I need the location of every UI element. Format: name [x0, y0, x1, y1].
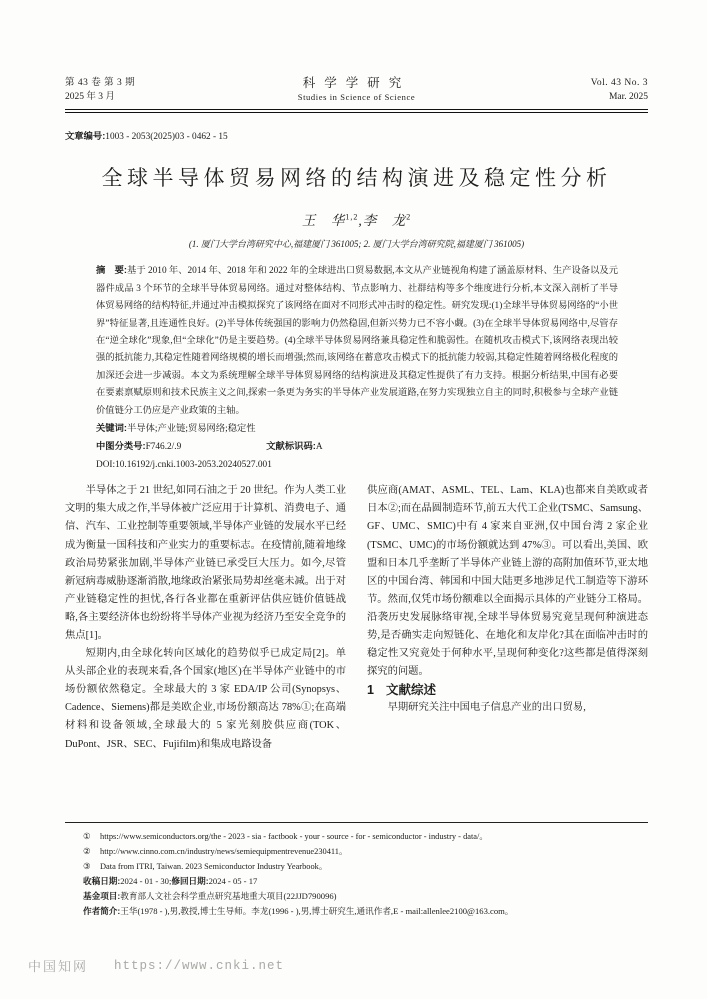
issue-date-line: 2025 年 3 月 [65, 92, 115, 102]
bio-label: 作者简介: [83, 906, 121, 916]
doc-code-value: A [315, 442, 323, 453]
received-date-line [65, 874, 648, 889]
journal-name-en: Studies in Science of Science [297, 92, 416, 102]
author-affiliation-marker: 2 [406, 212, 412, 222]
received-label: 收稿日期: [83, 876, 121, 886]
article-number-line [65, 128, 648, 142]
footnote-text: Data from ITRI, Taiwan. 2023 Semiconductor Industry Yearbook。 [100, 862, 328, 871]
header-divider [65, 109, 648, 113]
body-paragraph: 短期内,由全球化转向区域化的趋势似乎已成定局[2]。单从头部企业的表现来看,各个国家(地区)在半导体产业链中的市场份额依然稳定。全球最大的 3 家 EDA/IP 公司(Synopsys、Cadence、Siemens)都是美欧企业,市场份额高达 78%①;在高端材料和设备领域,全球最大的 5 家光刻胶供应商(TOK、DuPont、JSR、SEC、Fujifilm)和集成电路设备 [65, 648, 346, 750]
affiliation-line: (1. 厦门大学台湾研究中心,福建厦门 361005; 2. 厦门大学台湾研究院,福建厦门 361005) [188, 239, 525, 250]
author-line [65, 209, 648, 229]
keywords-label: 关键词: [96, 423, 127, 434]
author-affiliation-marker: 1,2 [345, 212, 359, 222]
fund-label: 基金项目: [83, 891, 121, 901]
footnote-item [65, 829, 648, 844]
received-value: 2024 - 01 - 30; [120, 876, 172, 886]
clc-value: F746.2/.9 [145, 442, 182, 453]
footnote-item [65, 859, 648, 874]
journal-header [65, 0, 648, 104]
footnote-marker: ③ [83, 862, 91, 871]
footnote-text: http://www.cinno.com.cn/industry/news/semiequipmentrevenue230411。 [100, 847, 348, 856]
clc-line [96, 438, 618, 456]
keywords-line [96, 420, 618, 438]
bio-value: 王华(1978 - ),男,教授,博士生导师。李龙(1996 - ),男,博士研究生,通讯作者,E - mail:allenlee2100@163.com。 [120, 906, 514, 916]
article-number-value: 1003 - 2053(2025)03 - 0462 - 15 [105, 132, 228, 143]
section-number: 1 [367, 683, 374, 698]
revised-value: 2024 - 05 - 17 [208, 876, 258, 886]
section-heading [367, 681, 648, 699]
abstract-block [96, 262, 618, 420]
cnki-site-url: https://www.cnki.net [114, 958, 285, 973]
doc-code-label: 文献标识码: [266, 441, 316, 452]
author-name: 李 龙 [362, 213, 407, 229]
doi-line: DOI:10.16192/j.cnki.1003-2053.20240527.001 [96, 459, 272, 470]
issue-volume-line: 第 43 卷 第 3 期 [65, 78, 136, 88]
body-paragraph: 早期研究关注中国电子信息产业的出口贸易, [387, 702, 586, 714]
clc-label: 中图分类号: [96, 441, 146, 452]
keywords-text: 半导体;产业链;贸易网络;稳定性 [127, 424, 256, 435]
journal-name-cn: 科学学研究 [302, 76, 411, 90]
body-columns [65, 482, 648, 753]
author-name: 王 华 [301, 213, 346, 229]
article-title: 全球半导体贸易网络的结构演进及稳定性分析 [101, 166, 612, 191]
footnote-marker: ① [83, 832, 91, 841]
section-title: 文献综述 [385, 683, 436, 698]
footnote-marker: ② [83, 847, 91, 856]
cnki-site-name: 中国知网 [28, 959, 89, 974]
footnote-block [65, 822, 648, 919]
abstract-text: 基于 2010 年、2014 年、2018 年和 2022 年的全球进出口贸易数据,本文从产业链视角构建了涵盖原材料、生产设备以及元器件成品 3 个环节的全球半导体贸易网络。通过对整体结构、节点影响力、社群结构等多个维度进行分析,本文深入剖析了半导体贸易网络的结构特征,并通过冲击模拟探究了该网络在面对不同形式冲击时的稳定性。研究发现:(1)全球半导体贸易网络的“小世界”特征显著,且连通性良好。(2)半导体传统强国的影响力仍然稳固,但新兴势力已不容小觑。(3)在全球半导体贸易网络中,尽管存在“逆全球化”现象,但“全球化”仍是主要趋势。(4)全球半导体贸易网络兼具稳定性和脆弱性。在随机攻击模式下,该网络表现出较强的抵抗能力,其稳定性随着网络规模的增长而增强;然而,该网络在蓄意攻击模式下的抵抗能力较弱,其稳定性随着网络极化程度的加深还会进一步减弱。本文为系统理解全球半导体贸易网络的结构演进及其稳定性提供了有力支持。根据分析结果,中国有必要在要素禀赋原则和技术民族主义之间,探索一条更为务实的半导体产业发展道路,在努力实现独立自主的同时,积极参与全球产业链价值链分工仍应是产业政策的主轴。 [96, 266, 618, 416]
article-number-label: 文章编号: [65, 131, 106, 142]
journal-name [215, 76, 498, 104]
cnki-watermark [28, 956, 284, 975]
body-column-right [367, 482, 648, 753]
vol-date-line: Mar. 2025 [608, 92, 648, 102]
body-column-left [65, 482, 346, 753]
fund-value: 教育部人文社会科学重点研究基地重大项目(22JJD790096) [120, 891, 337, 901]
vol-number-line: Vol. 43 No. 3 [590, 78, 648, 88]
footnote-item [65, 844, 648, 859]
body-paragraph: 半导体之于 21 世纪,如同石油之于 20 世纪。作为人类工业文明的集大成之作,半导体被广泛应用于计算机、消费电子、通信、汽车、工业控制等重要领域,半导体产业链的发展水平已经成为衡量一国科技和产业实力的重要标志。在疫情前,随着地缘政治局势紧张加剧,半导体产业链已承受巨大压力。如今,尽管新冠病毒威胁逐渐消散,地缘政治紧张局势却丝毫未减。出于对产业链稳定性的担忧,各行各业都在重新评估供应链价值链战略,各主要经济体也纷纷将半导体产业视为经济乃至安全竞争的焦点[1]。 [65, 485, 346, 642]
body-paragraph: 供应商(AMAT、ASML、TEL、Lam、KLA)也都来自美欧或者日本②;而在晶圆制造环节,前五大代工企业(TSMC、Samsung、GF、UMC、SMIC)中有 4 家来自亚洲,仅中国台湾 2 家企业(TSMC、UMC)的市场份额就达到 47%③。可以看出,美国、欧盟和日本几乎垄断了半导体产业链上游的高附加值环节,亚太地区的中国台湾、韩国和中国大陆更多地涉足代工制造等下游环节。然而,仅凭市场份额难以全面揭示具体的产业链分工格局。沿袭历史发展脉络审视,全球半导体贸易究竟呈现何种演进态势,是否确实走向短链化、在地化和友岸化?其在面临冲击时的稳定性又究竟处于何种水平,呈现何种变化?这些都是值得深刻探究的问题。 [367, 485, 648, 678]
abstract-label: 摘 要: [96, 265, 128, 276]
journal-issue-info [65, 76, 215, 104]
author-bio-line [65, 904, 648, 919]
author-separator: , [358, 213, 363, 229]
footnote-text: https://www.semiconductors.org/the - 2023 - sia - factbook - your - source - for - semiconductor - industry - data/。 [100, 832, 488, 841]
fund-line [65, 889, 648, 904]
revised-label: 修回日期: [171, 876, 209, 886]
journal-vol-info [498, 76, 648, 104]
